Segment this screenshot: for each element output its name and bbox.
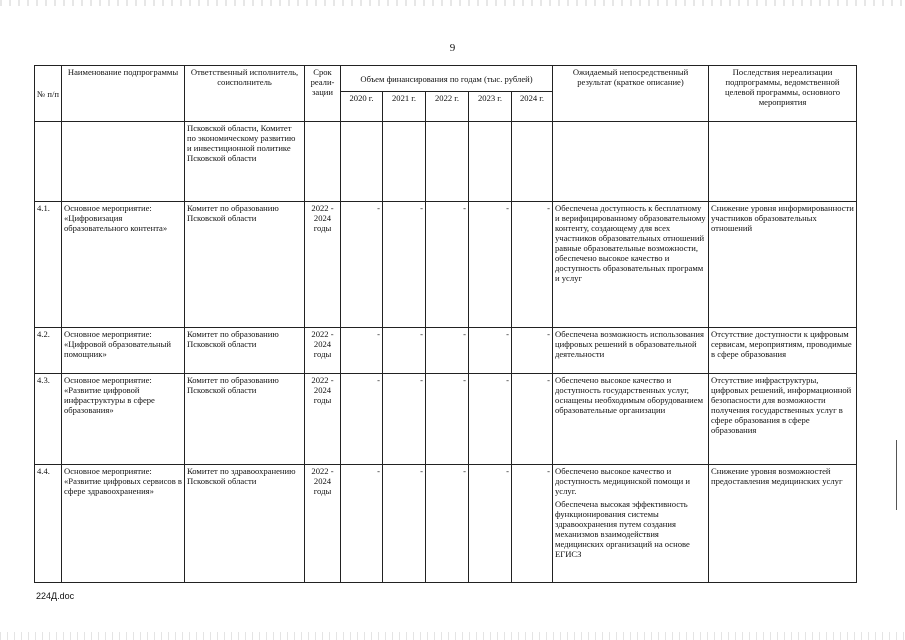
cell-result: Обеспечена доступность к бесплатному и верифицированному образовательному контенту, создающему для всех участников образовательных отношений равные образовательные возможности, обеспечено высокое качество и доступность образовательных программ и услуг — [553, 202, 709, 328]
header-term: Срок реали-зации — [305, 66, 341, 122]
cell-consequences: Отсутствие инфраструктуры, цифровых решений, информационной безопасности для возможности получения государственных услуг в сфере образования в сфере образования — [709, 374, 857, 465]
cell-year-value: - — [383, 465, 426, 583]
cell-year-value: - — [426, 202, 469, 328]
header-name: Наименование подпрограммы — [62, 66, 185, 122]
cell-name: Основное мероприятие: «Развитие цифровой инфраструктуры в сфере образования» — [62, 374, 185, 465]
cell-year-value: - — [341, 374, 383, 465]
table-row-continued — [35, 122, 857, 202]
cell-num: 4.4. — [35, 465, 62, 583]
cell-year-value: - — [512, 328, 553, 374]
cell-responsible: Комитет по здравоохранению Псковской области — [185, 465, 305, 583]
header-num: № п/п — [35, 66, 62, 122]
cell-consequences: Снижение уровня возможностей предоставления медицинских услуг — [709, 465, 857, 583]
header-funding: Объем финансирования по годам (тыс. рублей) — [341, 66, 553, 92]
cell-term: 2022 - 2024 годы — [305, 374, 341, 465]
cell-name: Основное мероприятие: «Цифровой образовательный помощник» — [62, 328, 185, 374]
cell-num: 4.1. — [35, 202, 62, 328]
cell-result-part: Обеспечена высокая эффективность функционирования системы здравоохранения путем создания механизмов взаимодействия медицинских организаций на основе ЕГИСЗ — [555, 499, 690, 559]
header-result: Ожидаемый непосредственный результат (краткое описание) — [553, 66, 709, 122]
cell-year-value: - — [383, 202, 426, 328]
cell-consequences: Снижение уровня информированности участников образовательных отношений — [709, 202, 857, 328]
cell-year-value: - — [341, 202, 383, 328]
cell-num: 4.2. — [35, 328, 62, 374]
cell-year-value: - — [341, 328, 383, 374]
scan-artifact-right — [896, 440, 897, 510]
cell-result — [553, 465, 709, 583]
cell-result: Обеспечено высокое качество и доступность государственных услуг, оснащены необходимым оборудованием образовательные организации — [553, 374, 709, 465]
page-number: 9 — [449, 42, 456, 54]
cell-name: Основное мероприятие: «Развитие цифровых сервисов в сфере здравоохранения» — [62, 465, 185, 583]
program-table — [34, 65, 857, 583]
scan-artifact-top — [0, 0, 905, 6]
cell-year-value: - — [512, 374, 553, 465]
cell-consequences: Отсутствие доступности к цифровым сервисам, мероприятиям, проводимые в сфере образования — [709, 328, 857, 374]
cell-responsible: Комитет по образованию Псковской области — [185, 374, 305, 465]
cell-year-value: - — [426, 328, 469, 374]
cell-term: 2022 - 2024 годы — [305, 202, 341, 328]
header-year: 2020 г. — [341, 92, 383, 122]
cell-num: 4.3. — [35, 374, 62, 465]
header-row-1 — [35, 66, 857, 92]
cell-result-part: Обеспечено высокое качество и доступность медицинской помощи и услуг. — [555, 466, 690, 496]
cell-term: 2022 - 2024 годы — [305, 328, 341, 374]
header-consequences: Последствия нереализации подпрограммы, ведомственной целевой программы, основного мероприятия — [709, 66, 857, 122]
cell-year-value: - — [426, 374, 469, 465]
cell-year-value: - — [469, 465, 512, 583]
cell-year-value: - — [469, 328, 512, 374]
cell-responsible: Комитет по образованию Псковской области — [185, 328, 305, 374]
cell-name: Основное мероприятие: «Цифровизация образовательного контента» — [62, 202, 185, 328]
cell-year-value: - — [383, 374, 426, 465]
header-year: 2021 г. — [383, 92, 426, 122]
cell-year-value: - — [512, 202, 553, 328]
table-row — [35, 202, 857, 328]
cell-responsible: Комитет по образованию Псковской области — [185, 202, 305, 328]
cell-year-value: - — [469, 374, 512, 465]
cell-year-value: - — [426, 465, 469, 583]
header-year: 2022 г. — [426, 92, 469, 122]
cell-year-value: - — [469, 202, 512, 328]
header-year: 2023 г. — [469, 92, 512, 122]
cell-responsible: Псковской области, Комитет по экономическому развитию и инвестиционной политике Псковской области — [185, 122, 305, 202]
cell-result: Обеспечена возможность использования цифровых решений в образовательной деятельности — [553, 328, 709, 374]
table-row — [35, 465, 857, 583]
header-year: 2024 г. — [512, 92, 553, 122]
footer-filename: 224Д.doc — [36, 591, 75, 601]
cell-term: 2022 - 2024 годы — [305, 465, 341, 583]
scan-artifact-bottom — [0, 632, 905, 640]
cell-year-value: - — [341, 465, 383, 583]
cell-year-value: - — [512, 465, 553, 583]
table-row — [35, 328, 857, 374]
table-row — [35, 374, 857, 465]
cell-year-value: - — [383, 328, 426, 374]
header-responsible: Ответственный исполнитель, соисполнитель — [185, 66, 305, 122]
